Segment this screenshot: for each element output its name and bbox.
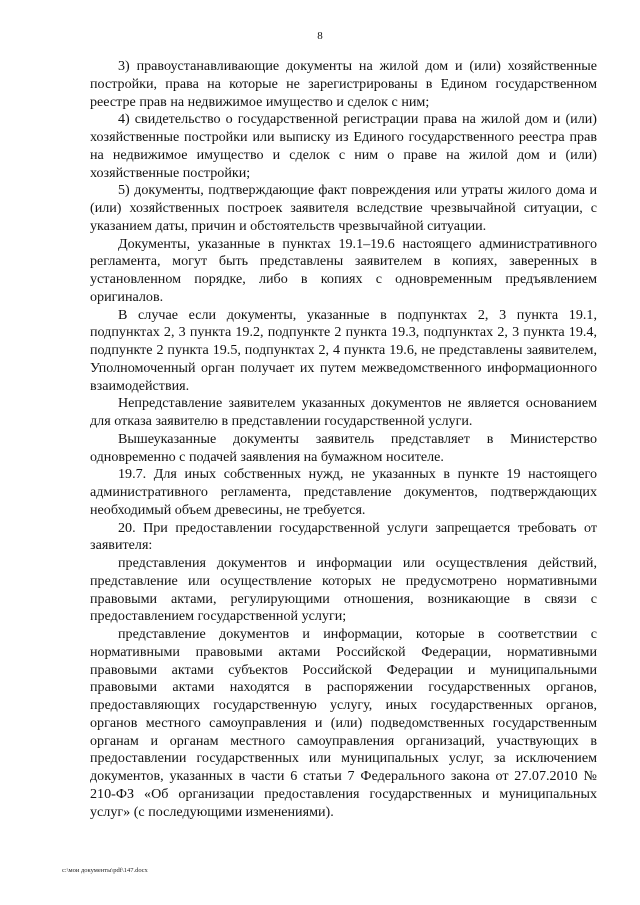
page-number: 8 [317, 30, 323, 42]
footer-file-path: c:\мои документы\pdf\147.docx [62, 867, 148, 874]
paragraph-non-submission: Непредставление заявителем указанных документов не является основанием для отказа заявителю в представлении государственной услуги. [90, 395, 597, 429]
paragraph-prohibition-2: представление документов и информации, которые в соответствии с нормативными правовыми актами Российской Федерации, нормативными правовыми актами субъектов Российской Федерации и муниципальными правовыми актами находятся в распоряжении государственных органов, предоставляющих государственную услугу, иных государственных органов, органов местного самоуправления и (или) подведомственных государственным органам и органам местного самоуправления организаций, участвующих в предоставлении государственных или муниципальных услуг, за исключением документов, указанных в части 6 статьи 7 Федерального закона от 27.07.2010 № 210-ФЗ «Об организации предоставления государственных и муниципальных услуг» (с последующими изменениями). [90, 626, 597, 820]
paragraph-prohibition-1: представления документов и информации или осуществления действий, представление или осуществление которых не предусмотрено нормативными правовыми актами, регулирующими отношения, возникающие в связи с предоставлением государственной услуги; [90, 555, 597, 625]
paragraph-item-4: 4) свидетельство о государственной регистрации права на жилой дом и (или) хозяйственные постройки или выписку из Единого государственного реестра прав на недвижимое имущество и сделок с ним о праве на жилой дом и (или) хозяйственные постройки; [90, 111, 597, 181]
document-body [90, 58, 597, 821]
paragraph-20: 20. При предоставлении государственной услуги запрещается требовать от заявителя: [90, 519, 597, 554]
paragraph-copies-note: Документы, указанные в пунктах 19.1–19.6 настоящего административного регламента, могут быть представлены заявителем в копиях, заверенных в установленном порядке, либо в копиях с одновременным предъявлением оригиналов. [90, 235, 597, 305]
paragraph-submission-ministry: Вышеуказанные документы заявитель представляет в Министерство одновременно с подачей заявления на бумажном носителе. [90, 430, 597, 465]
paragraph-item-3: 3) правоустанавливающие документы на жилой дом и (или) хозяйственные постройки, права на которые не зарегистрированы в Едином государственном реестре прав на недвижимое имущество и сделок с ним; [90, 58, 597, 110]
paragraph-interagency: В случае если документы, указанные в подпунктах 2, 3 пункта 19.1, подпунктах 2, 3 пункта 19.2, подпункте 2 пункта 19.3, подпунктах 2, 3 пункта 19.4, подпункте 2 пункта 19.5, подпунктах 2, 4 пункта 19.6, не представлены заявителем, Уполномоченный орган получает их путем межведомственного информационного взаимодействия. [90, 306, 597, 394]
paragraph-19-7: 19.7. Для иных собственных нужд, не указанных в пункте 19 настоящего административного регламента, представление документов, подтверждающих необходимый объем древесины, не требуется. [90, 466, 597, 518]
paragraph-item-5: 5) документы, подтверждающие факт повреждения или утраты жилого дома и (или) хозяйственных построек заявителя вследствие чрезвычайной ситуации, с указанием даты, причин и обстоятельств чрезвычайной ситуации. [90, 182, 597, 234]
